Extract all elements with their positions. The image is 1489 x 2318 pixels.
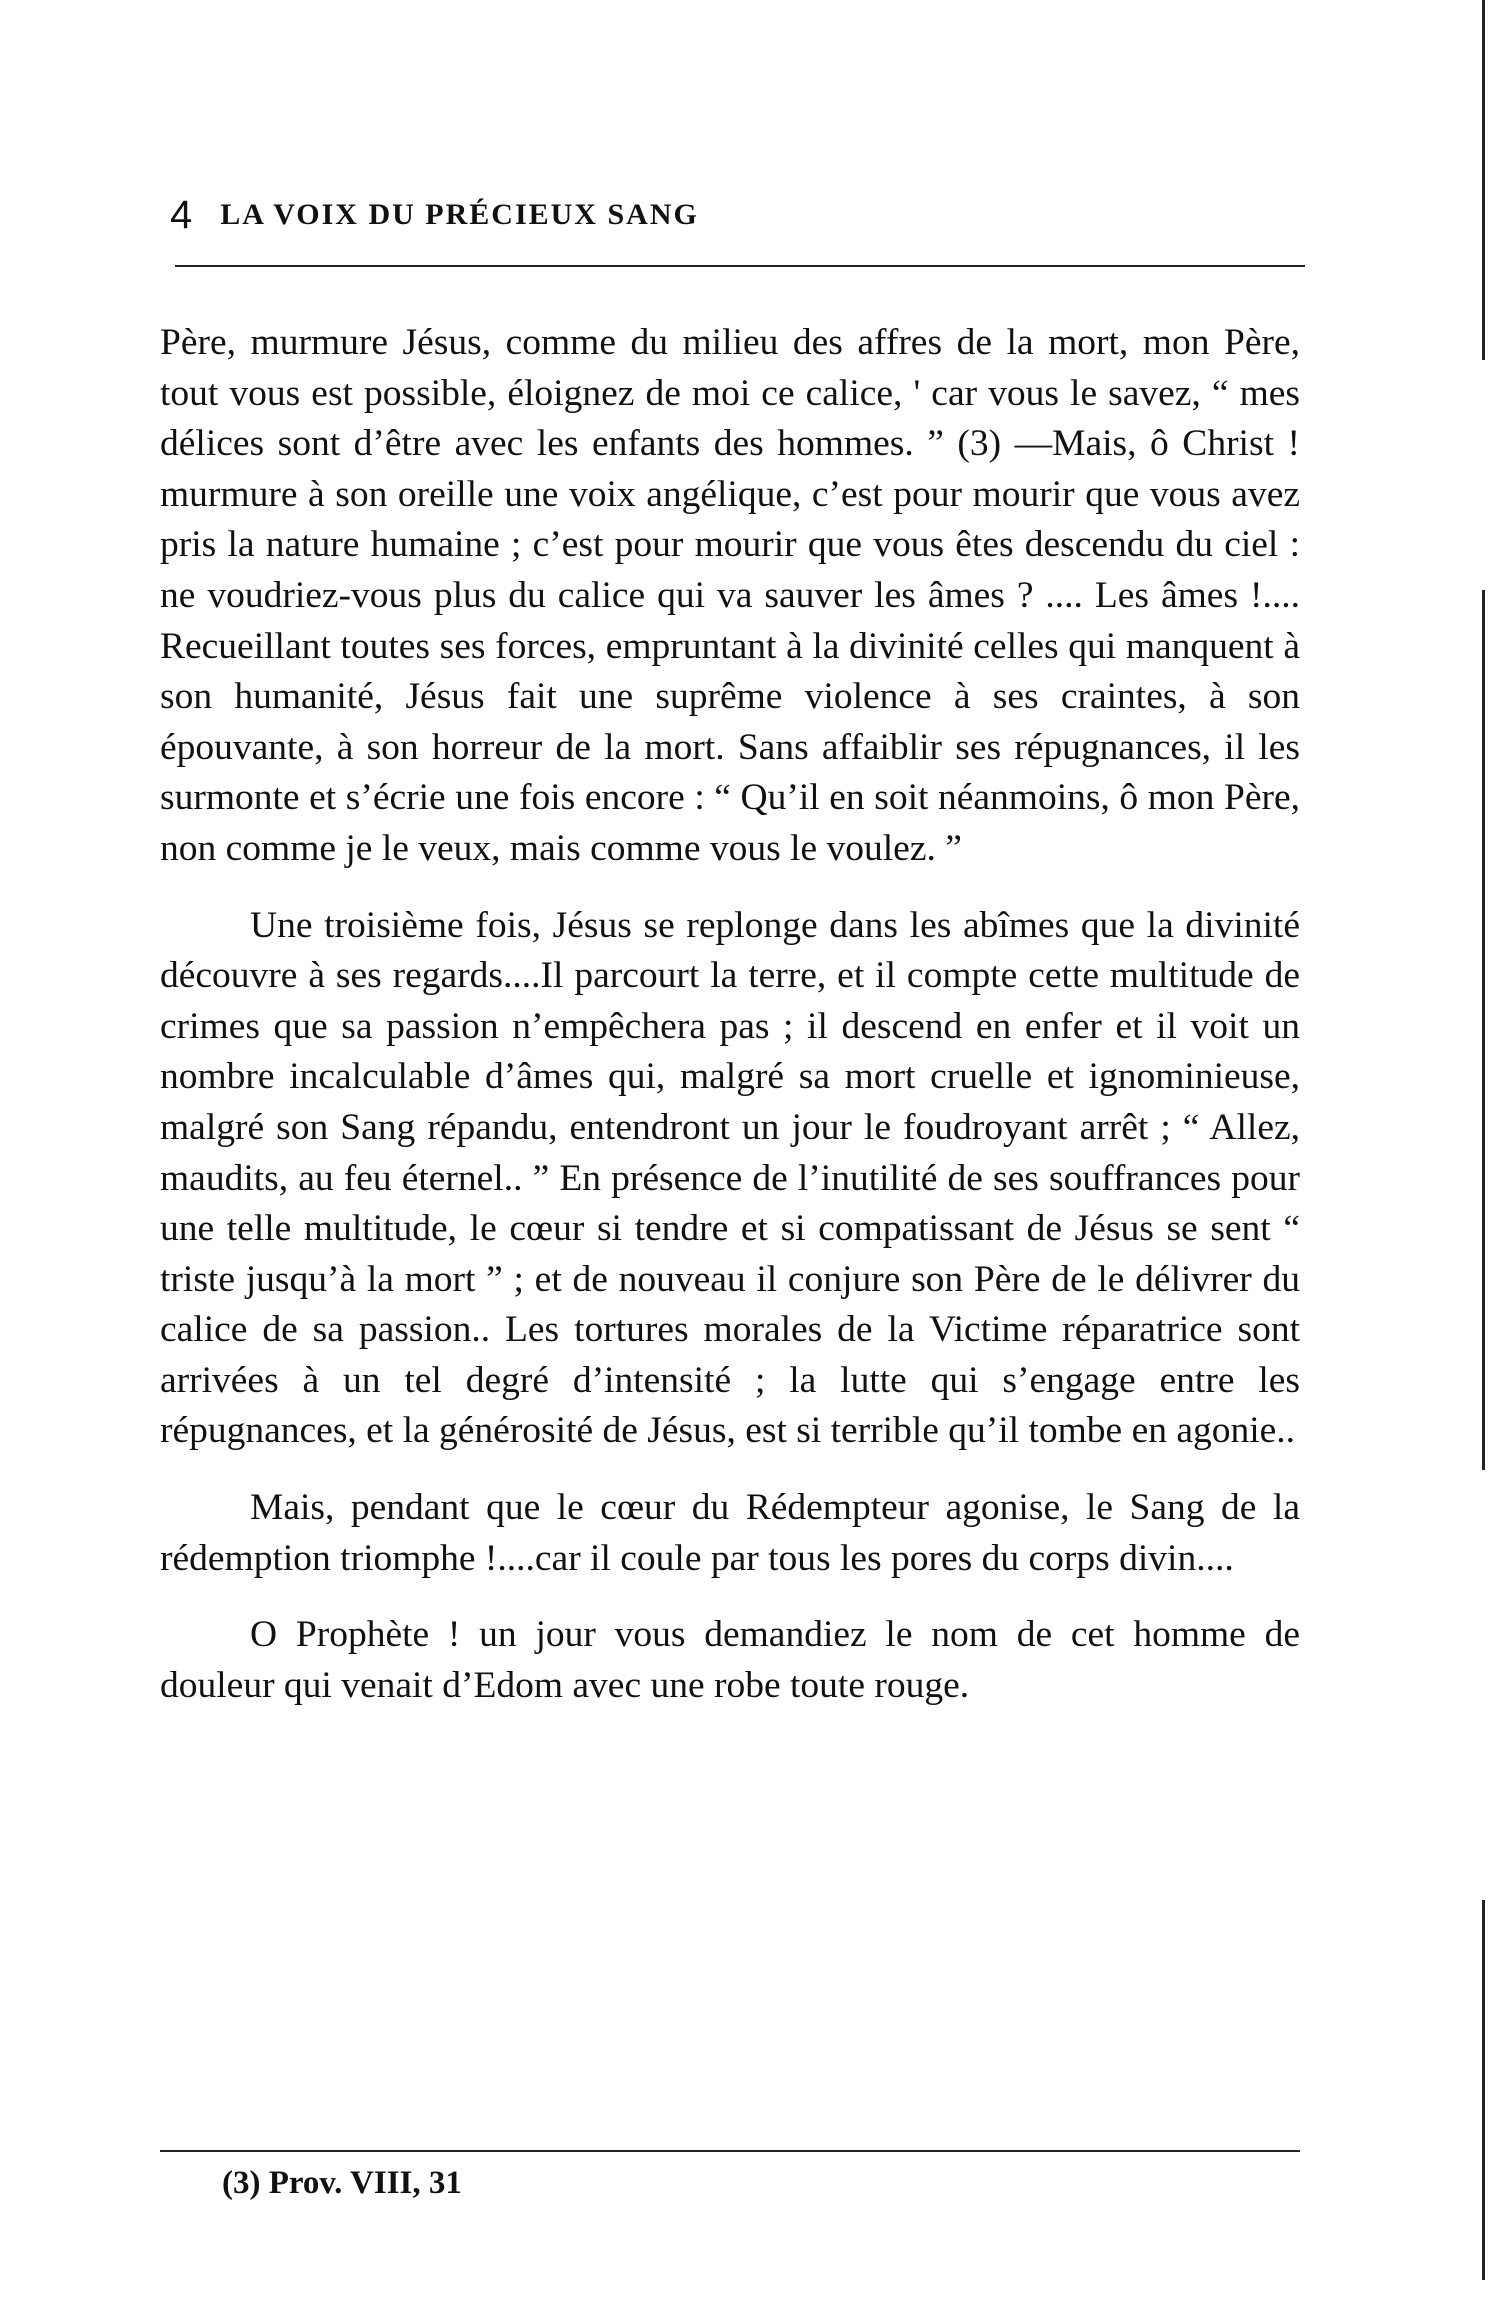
- page-number: 4: [170, 192, 193, 237]
- paragraph-4: O Prophète ! un jour vous demandiez le nom de cet homme de douleur qui venait d’Edom avec une robe toute rouge.: [160, 1614, 1300, 1706]
- scan-edge-line: [1482, 590, 1485, 1470]
- scan-edge-line: [1482, 1900, 1485, 2280]
- paragraph-2: Une troisième fois, Jésus se replonge dans les abîmes que la divinité découvre à ses regards....Il parcourt la terre, et il compte cette multitude de crimes que sa passion n’empêchera pas ; il descend en enfer et il voit un nombre incalculable d’âmes qui, malgré sa mort cruelle et ignominieuse, malgré son Sang répandu, entendront un jour le foudroyant arrêt ; “ Allez, maudits, au feu éternel.. ” En présence de l’inutilité de ses souffrances pour une telle multitude, le cœur si tendre et si compatissant de Jésus se sent “ triste jusqu’à la mort ” ; et de nouveau il conjure son Père de le délivrer du calice de sa passion.. Les tortures morales de la Victime réparatrice sont arrivées à un tel degré d’intensité ; la lutte qui s’engage entre les répugnances, et la générosité de Jésus, est si terrible qu’il tombe en agonie..: [160, 904, 1300, 1452]
- running-title: LA VOIX DU PRÉCIEUX SANG: [220, 198, 699, 231]
- paragraph-3: Mais, pendant que le cœur du Rédempteur agonise, le Sang de la rédemption triomphe !....car il coule par tous les pores du corps divin....: [160, 1487, 1300, 1579]
- header-rule: [175, 265, 1305, 267]
- scan-edge-line: [1482, 0, 1485, 360]
- paragraph-1: Père, murmure Jésus, comme du milieu des affres de la mort, mon Père, tout vous est possible, éloignez de moi ce calice, ' car vous le savez, “ mes délices sont d’être avec les enfants des hommes. ” (3) —Mais, ô Christ ! murmure à son oreille une voix angélique, c’est pour mourir que vous avez pris la nature humaine ; c’est pour mourir que vous êtes descendu du ciel : ne voudriez-vous plus du calice qui va sauver les âmes ? .... Les âmes !.... Recueillant toutes ses forces, empruntant à la divinité celles qui manquent à son humanité, Jésus fait une suprême violence à ses craintes, à son épouvante, à son horreur de la mort. Sans affaiblir ses répugnances, il les surmonte et s’écrie une fois encore : “ Qu’il en soit néanmoins, ô mon Père, non comme je le veux, mais comme vous le voulez. ”: [160, 322, 1300, 869]
- body-text: [160, 318, 1300, 1711]
- footnote: (3) Prov. VIII, 31: [222, 2165, 462, 2201]
- footnote-rule: [160, 2150, 1300, 2152]
- running-header: [170, 190, 1280, 240]
